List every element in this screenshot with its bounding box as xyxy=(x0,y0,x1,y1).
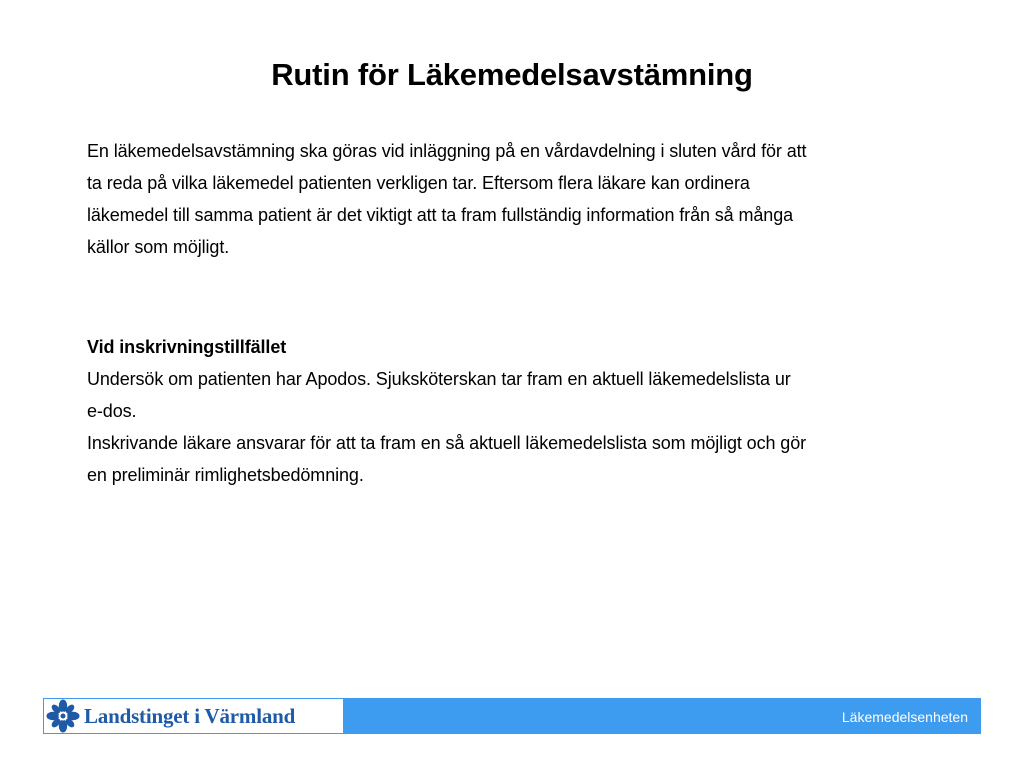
admission-section xyxy=(87,331,947,491)
slide-title: Rutin för Läkemedelsavstämning xyxy=(271,57,753,92)
flower-icon xyxy=(46,699,80,733)
intro-paragraph xyxy=(87,135,947,263)
organization-logo xyxy=(44,699,343,733)
section-line: Undersök om patienten har Apodos. Sjuksköterskan tar fram en aktuell läkemedelslista ur xyxy=(87,369,791,389)
department-label: Läkemedelsenheten xyxy=(841,709,968,725)
footer-bar xyxy=(43,698,981,734)
section-line: Inskrivande läkare ansvarar för att ta fram en så aktuell läkemedelslista som möjligt och gör xyxy=(87,433,807,453)
section-heading: Vid inskrivningstillfället xyxy=(87,337,287,357)
section-line: e-dos. xyxy=(87,401,137,421)
intro-line: källor som möjligt. xyxy=(87,237,230,257)
intro-line: läkemedel till samma patient är det viktigt att ta fram fullständig information från så många xyxy=(87,205,794,225)
intro-line: En läkemedelsavstämning ska göras vid inläggning på en vårdavdelning i sluten vård för att xyxy=(87,141,807,161)
logo-text: Landstinget i Värmland xyxy=(84,703,296,728)
intro-line: ta reda på vilka läkemedel patienten verkligen tar. Eftersom flera läkare kan ordinera xyxy=(87,173,750,193)
section-line: en preliminär rimlighetsbedömning. xyxy=(87,465,364,485)
